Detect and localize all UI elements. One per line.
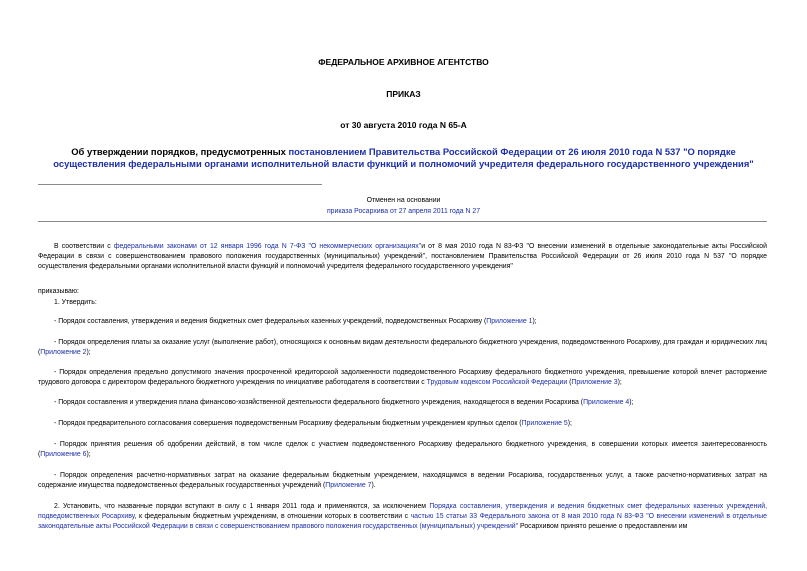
document-date-number: от 30 августа 2010 года N 65-А xyxy=(340,120,467,130)
point-1: - Порядок составления, утверждения и ведения бюджетных смет федеральных казенных учреждений, подведомственных Росархиву (Приложение 1); xyxy=(54,318,537,325)
appendix-6-link[interactable]: Приложение 6 xyxy=(40,450,87,458)
budget-order-link[interactable]: Порядка составления, утверждения и ведения бюджетных смет федеральных казенных учреждений, подведомственных Росархиву xyxy=(38,503,767,520)
labor-code-link[interactable]: Трудовым кодексом Российской Федерации xyxy=(426,378,568,386)
order-word: приказываю: xyxy=(38,288,79,295)
appendix-7-link[interactable]: Приложение 7 xyxy=(325,481,372,489)
preamble-text-2: и от 8 мая 2010 года N 83-ФЗ "О внесении изменений в отдельные законодательные акты Российской Федерации в связи с совершенствованием правового положения государственных (муниципальных) учреждений", постановлением Правительства Российской Федерации от 26 июля 2010 года N 537 "О порядке осуществления федеральными органами исполнительной власти функций и полномочий учредителя федерального государственного учреждения" xyxy=(38,243,767,270)
preamble-law-link[interactable]: федеральными законами от 12 января 1996 года N 7-ФЗ "О некоммерческих организациях" xyxy=(113,243,422,250)
point-5: - Порядок предварительного согласования совершения подведомственным Росархиву федеральным бюджетным учреждением крупных сделок (Приложение 5); xyxy=(54,420,572,427)
appendix-5-link[interactable]: Приложение 5 xyxy=(521,420,568,427)
cancel-note-link[interactable]: приказа Росархива от 27 апреля 2011 года N 27 xyxy=(326,208,481,215)
preamble-text-1: В соответствии с xyxy=(54,243,114,250)
preamble xyxy=(38,242,767,271)
title-prefix: Об утверждении порядков, предусмотренных xyxy=(71,146,289,157)
point-7: - Порядок определения расчетно-нормативных затрат на оказание федеральным бюджетным учреждением, находящимся в ведении Росархива, государственных услуг, а также расчетно-нормативных затрат на содержание имущества подведомственных федеральных государственных учреждений (Приложение 7). xyxy=(38,472,767,489)
document-title xyxy=(50,146,757,170)
item-2: 2. Установить, что названные порядки вступают в силу с 1 января 2011 года и применяются, за исключением Порядка составления, утверждения и ведения бюджетных смет федеральных казенных учреждений, подведомственных Росархиву, к федеральным бюджетным учреждениям, в отношении которых в соответствии с частью 15 статьи 33 Федерального закона от 8 мая 2010 года N 83-ФЗ "О внесении изменений в отдельные законодательные акты Российской Федерации в связи с совершенствованием правового положения государственных (муниципальных) учреждений" Росархивом принято решение о предоставлении им xyxy=(38,503,767,530)
separator-bottom xyxy=(38,221,767,222)
point-6: - Порядок принятия решения об одобрении действий, в том числе сделок с участием подведомственного Росархиву федерального бюджетного учреждения, в совершении которых имеется заинтересованность (Приложение 6); xyxy=(38,441,767,458)
document-type: ПРИКАЗ xyxy=(386,89,421,99)
federal-law-83-link[interactable]: частью 15 статьи 33 Федерального закона от 8 мая 2010 года N 83-ФЗ "О внесении изменений в отдельные законодательные акты Российской Федерации в связи с совершенствованием правового положения государственных (муниципальных) учреждений" xyxy=(38,512,767,530)
appendix-4-link[interactable]: Приложение 4 xyxy=(583,399,630,406)
appendix-2-link[interactable]: Приложение 2 xyxy=(40,348,87,356)
item-1: 1. Утвердить: xyxy=(54,299,97,306)
point-3: - Порядок определения предельно допустимого значения просроченной кредиторской задолженности подведомственного Росархиву федерального бюджетного учреждения, превышение которой влечет расторжение трудового договора с директором федерального бюджетного учреждения по инициативе работодателя в соответствии с Трудовым кодексом Российской Федерации (Приложение 3); xyxy=(38,369,767,386)
cancel-note-line1: Отменен на основании xyxy=(366,197,441,204)
point-4: - Порядок составления и утверждения плана финансово-хозяйственной деятельности федерального бюджетного учреждения, находящегося в ведении Росархива (Приложение 4); xyxy=(54,399,634,406)
agency-name: ФЕДЕРАЛЬНОЕ АРХИВНОЕ АГЕНТСТВО xyxy=(318,57,489,67)
title-link[interactable]: постановлением Правительства Российской Федерации от 26 июля 2010 года N 537 "О порядке осуществления федеральными органами исполнительной власти функций и полномочий учредителя федерального государственного учреждения" xyxy=(53,146,754,169)
separator-top xyxy=(38,184,322,185)
appendix-1-link[interactable]: Приложение 1 xyxy=(486,318,533,325)
appendix-3-link[interactable]: Приложение 3 xyxy=(571,378,618,386)
point-2: - Порядок определения платы за оказание услуг (выполнение работ), относящихся к основным видам деятельности федерального бюджетного учреждения, подведомственного Росархиву, для граждан и юридических лиц (Приложение 2); xyxy=(38,339,767,356)
